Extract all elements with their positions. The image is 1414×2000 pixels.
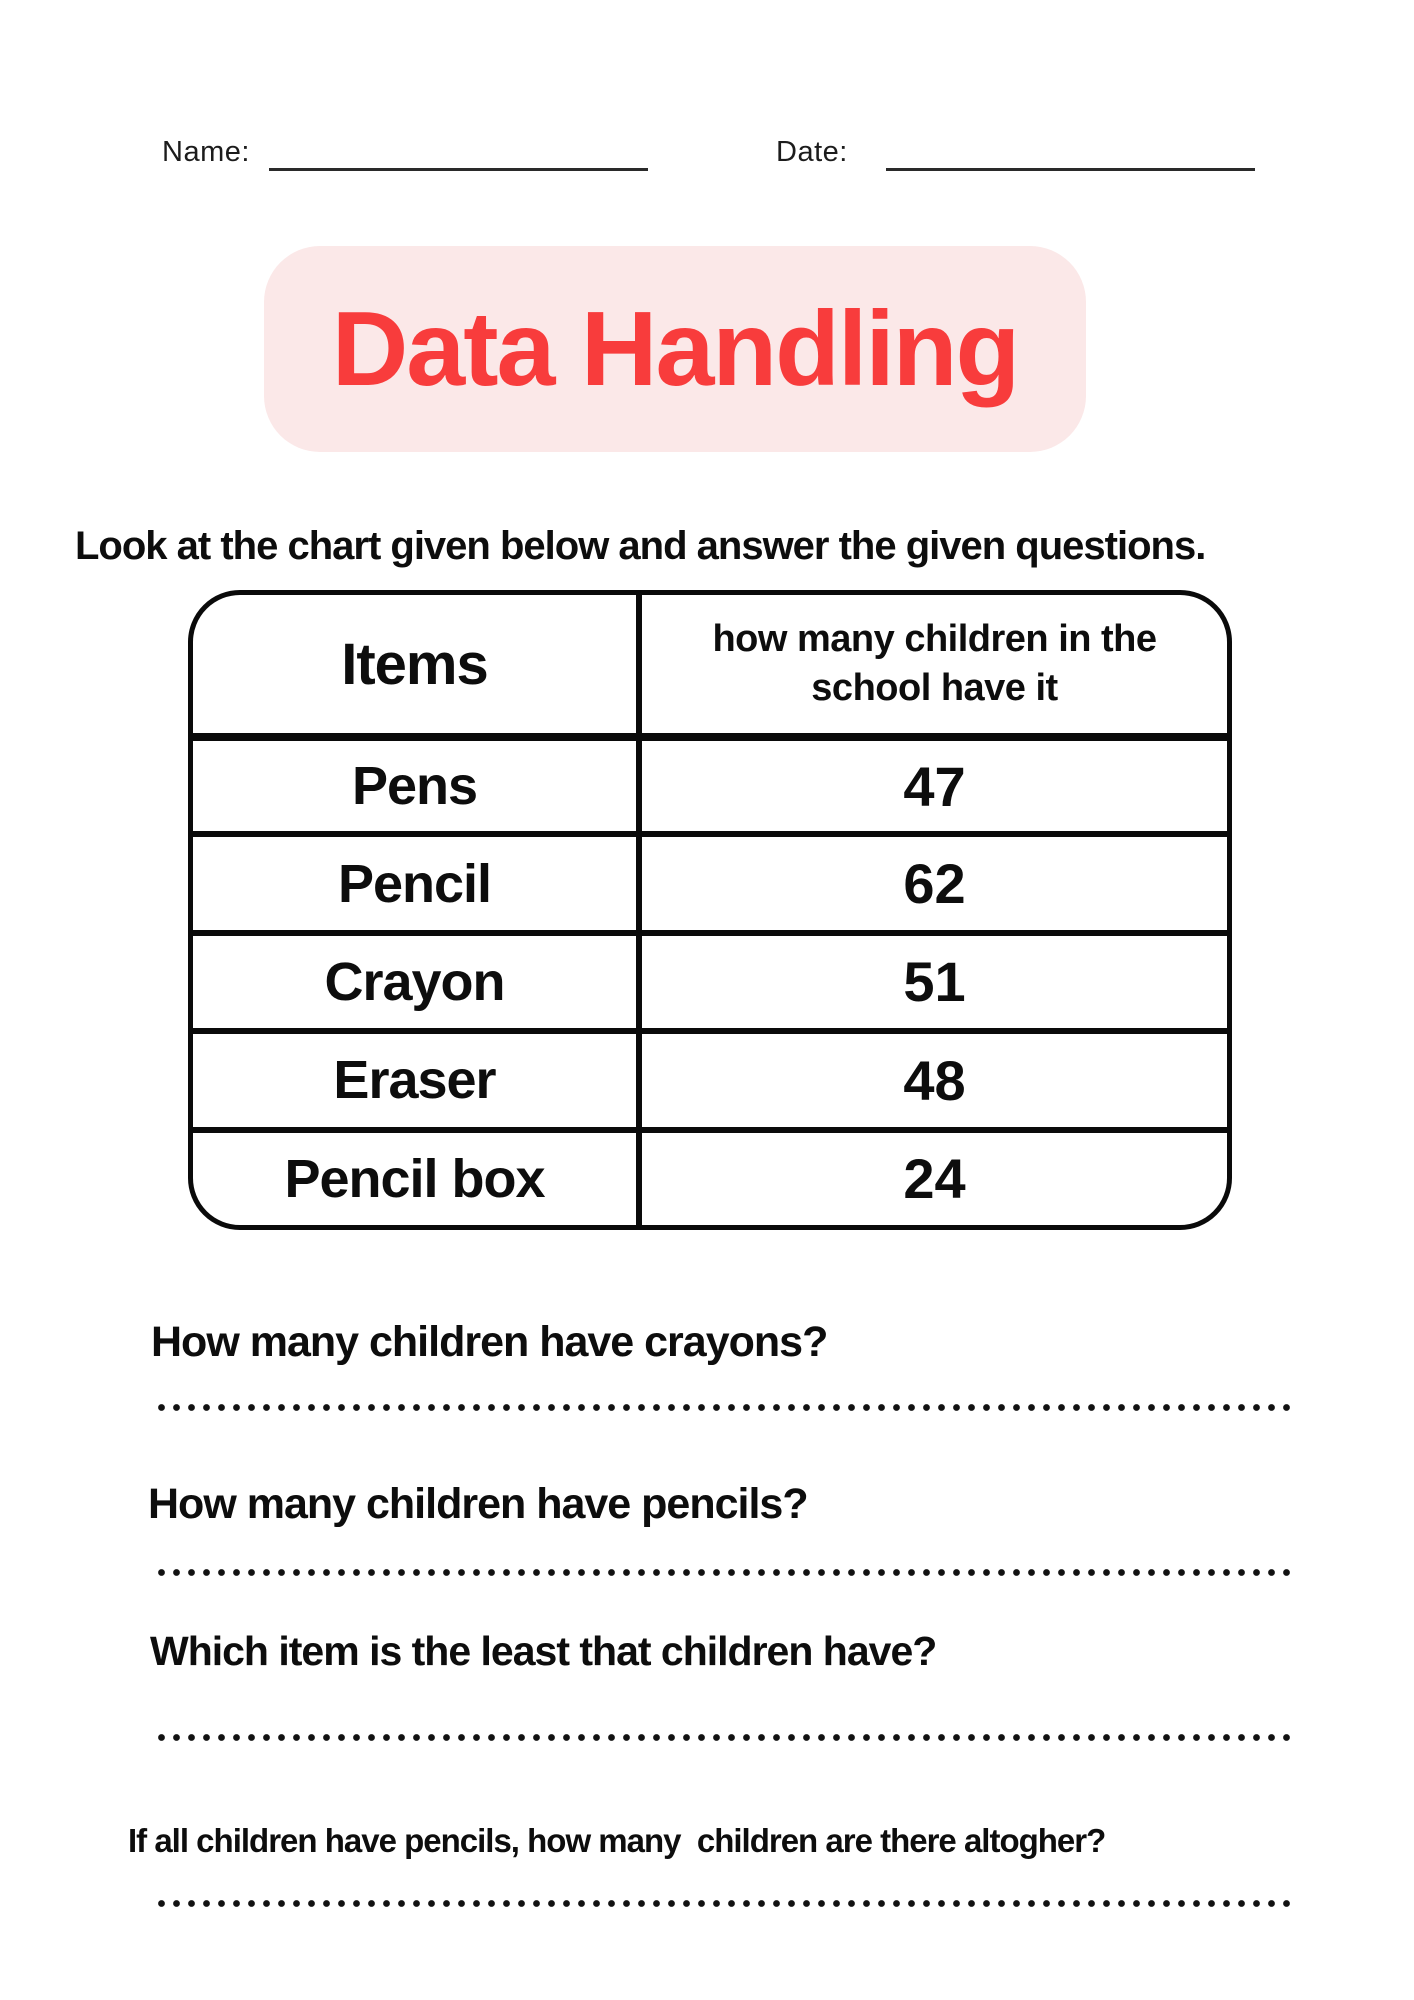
count-cell-pencil-box: 24 xyxy=(642,1127,1227,1225)
answer-line-4[interactable] xyxy=(154,1899,1290,1908)
table-header-items: Items xyxy=(193,595,642,733)
count-cell-eraser: 48 xyxy=(642,1028,1227,1126)
question-3-text: Which item is the least that children have? xyxy=(150,1628,937,1674)
instruction-text: Look at the chart given below and answer the given questions. xyxy=(75,524,1206,568)
question-2-text: How many children have pencils? xyxy=(148,1480,808,1528)
name-label: Name: xyxy=(162,136,250,168)
date-label: Date: xyxy=(776,136,848,168)
count-cell-pens: 47 xyxy=(642,733,1227,831)
title-banner xyxy=(264,246,1086,452)
item-cell-pens: Pens xyxy=(193,733,642,831)
date-fill-line[interactable] xyxy=(886,140,1255,171)
item-cell-pencil: Pencil xyxy=(193,831,642,929)
item-cell-pencil-box: Pencil box xyxy=(193,1127,642,1225)
question-4-text: If all children have pencils, how many children are there altogher? xyxy=(128,1822,1106,1859)
page-title: Data Handling xyxy=(331,290,1019,408)
item-cell-eraser: Eraser xyxy=(193,1028,642,1126)
answer-line-3[interactable] xyxy=(154,1733,1290,1742)
table-header-count: how many children in the school have it xyxy=(712,617,1157,709)
question-1-text: How many children have crayons? xyxy=(151,1318,828,1366)
data-table xyxy=(188,590,1232,1230)
count-cell-pencil: 62 xyxy=(642,831,1227,929)
item-cell-crayon: Crayon xyxy=(193,930,642,1028)
answer-line-2[interactable] xyxy=(154,1568,1290,1577)
name-fill-line[interactable] xyxy=(269,140,648,171)
count-cell-crayon: 51 xyxy=(642,930,1227,1028)
answer-line-1[interactable] xyxy=(154,1403,1290,1412)
